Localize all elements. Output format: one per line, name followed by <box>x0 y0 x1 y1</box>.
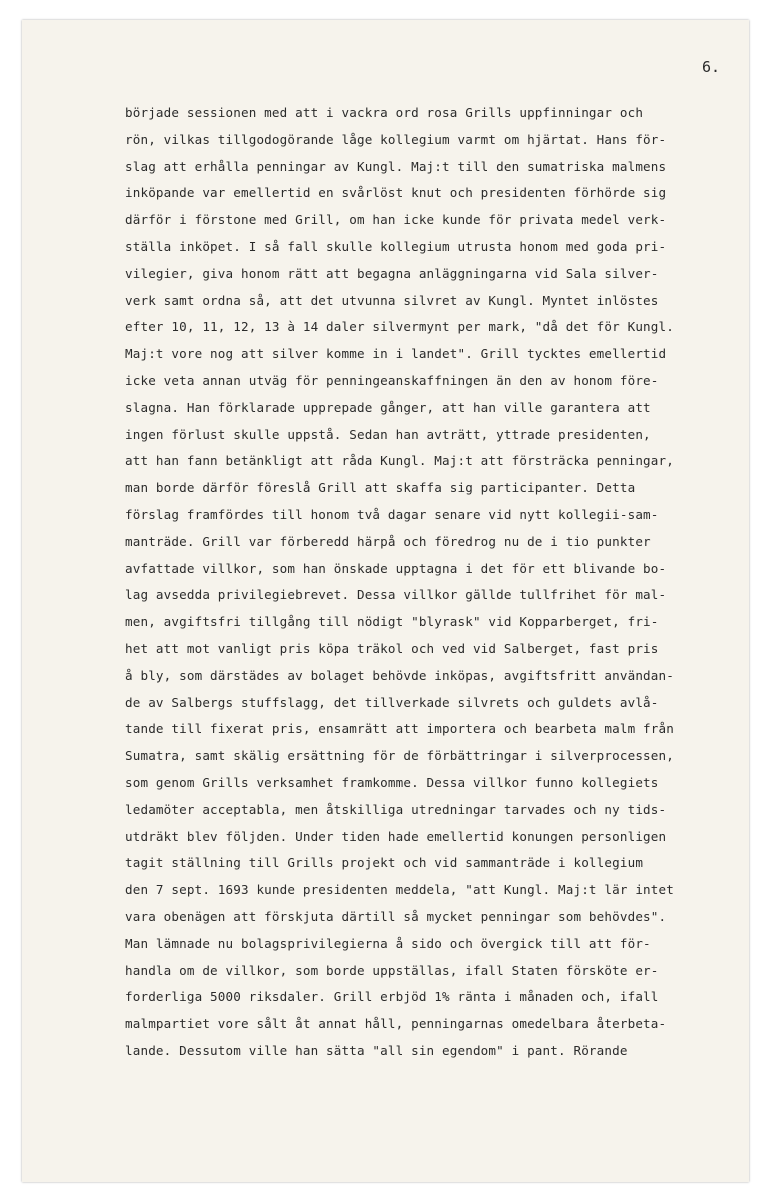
text-line: utdräkt blev följden. Under tiden hade emellertid konungen personligen <box>125 828 667 844</box>
text-line: vara obenägen att förskjuta därtill så mycket penningar som behövdes". <box>125 908 667 924</box>
text-line: forderliga 5000 riksdaler. Grill erbjöd 1% ränta i månaden och, ifall <box>125 989 659 1005</box>
text-line: verk samt ordna så, att det utvunna silvret av Kungl. Myntet inlöstes <box>125 292 659 308</box>
document-body <box>125 100 725 1065</box>
text-line: manträde. Grill var förberedd härpå och föredrog nu de i tio punkter <box>125 533 651 549</box>
text-line: förslag framfördes till honom två dagar senare vid nytt kollegii-sam- <box>125 506 659 522</box>
text-line: å bly, som därstädes av bolaget behövde inköpas, avgiftsfritt användan- <box>125 667 674 683</box>
text-line: icke veta annan utväg för penningeanskaffningen än den av honom före- <box>125 372 659 388</box>
text-line: man borde därför föreslå Grill att skaffa sig participanter. Detta <box>125 480 636 496</box>
text-line: vilegier, giva honom rätt att begagna anläggningarna vid Sala silver- <box>125 265 659 281</box>
text-line: Maj:t vore nog att silver komme in i landet". Grill tycktes emellertid <box>125 346 667 362</box>
text-line: lande. Dessutom ville han sätta "all sin egendom" i pant. Rörande <box>125 1042 628 1058</box>
text-line: Sumatra, samt skälig ersättning för de förbättringar i silverprocessen, <box>125 748 674 764</box>
text-line: handla om de villkor, som borde uppställas, ifall Staten försköte er- <box>125 962 659 978</box>
text-line: ställa inköpet. I så fall skulle kollegium utrusta honom med goda pri- <box>125 238 667 254</box>
text-line: tagit ställning till Grills projekt och vid sammanträde i kollegium <box>125 855 644 871</box>
text-line: avfattade villkor, som han önskade upptagna i det för ett blivande bo- <box>125 560 667 576</box>
text-line: malmpartiet vore sålt åt annat håll, penningarnas omedelbara återbeta- <box>125 1016 667 1032</box>
text-line: efter 10, 11, 12, 13 à 14 daler silvermynt per mark, "då det för Kungl. <box>125 319 674 335</box>
text-line: Man lämnade nu bolagsprivilegierna å sido och övergick till att för- <box>125 935 651 951</box>
text-line: rön, vilkas tillgodogörande låge kollegium varmt om hjärtat. Hans för- <box>125 131 667 147</box>
text-line: började sessionen med att i vackra ord rosa Grills uppfinningar och <box>125 105 644 120</box>
text-line: den 7 sept. 1693 kunde presidenten meddela, "att Kungl. Maj:t lär intet <box>125 882 674 898</box>
text-line: som genom Grills verksamhet framkomme. Dessa villkor funno kollegiets <box>125 774 659 790</box>
page-number: 6. <box>702 58 721 76</box>
text-line: slagna. Han förklarade upprepade gånger, att han ville garantera att <box>125 399 651 415</box>
text-line: slag att erhålla penningar av Kungl. Maj:t till den sumatriska malmens <box>125 158 667 174</box>
text-line: het att mot vanligt pris köpa träkol och ved vid Salberget, fast pris <box>125 640 659 656</box>
text-line: men, avgiftsfri tillgång till nödigt "blyrask" vid Kopparberget, fri- <box>125 614 659 630</box>
text-line: tande till fixerat pris, ensamrätt att importera och bearbeta malm från <box>125 721 674 737</box>
text-line: inköpande var emellertid en svårlöst knut och presidenten förhörde sig <box>125 185 667 201</box>
text-line: därför i förstone med Grill, om han icke kunde för privata medel verk- <box>125 212 667 228</box>
text-line: att han fann betänkligt att råda Kungl. Maj:t att försträcka penningar, <box>125 453 674 469</box>
text-line: de av Salbergs stuffslagg, det tillverkade silvrets och guldets avlå- <box>125 694 659 710</box>
text-line: lag avsedda privilegiebrevet. Dessa villkor gällde tullfrihet för mal- <box>125 587 667 603</box>
text-line: ingen förlust skulle uppstå. Sedan han avträtt, yttrade presidenten, <box>125 426 651 442</box>
text-line: ledamöter acceptabla, men åtskilliga utredningar tarvades och ny tids- <box>125 801 667 817</box>
